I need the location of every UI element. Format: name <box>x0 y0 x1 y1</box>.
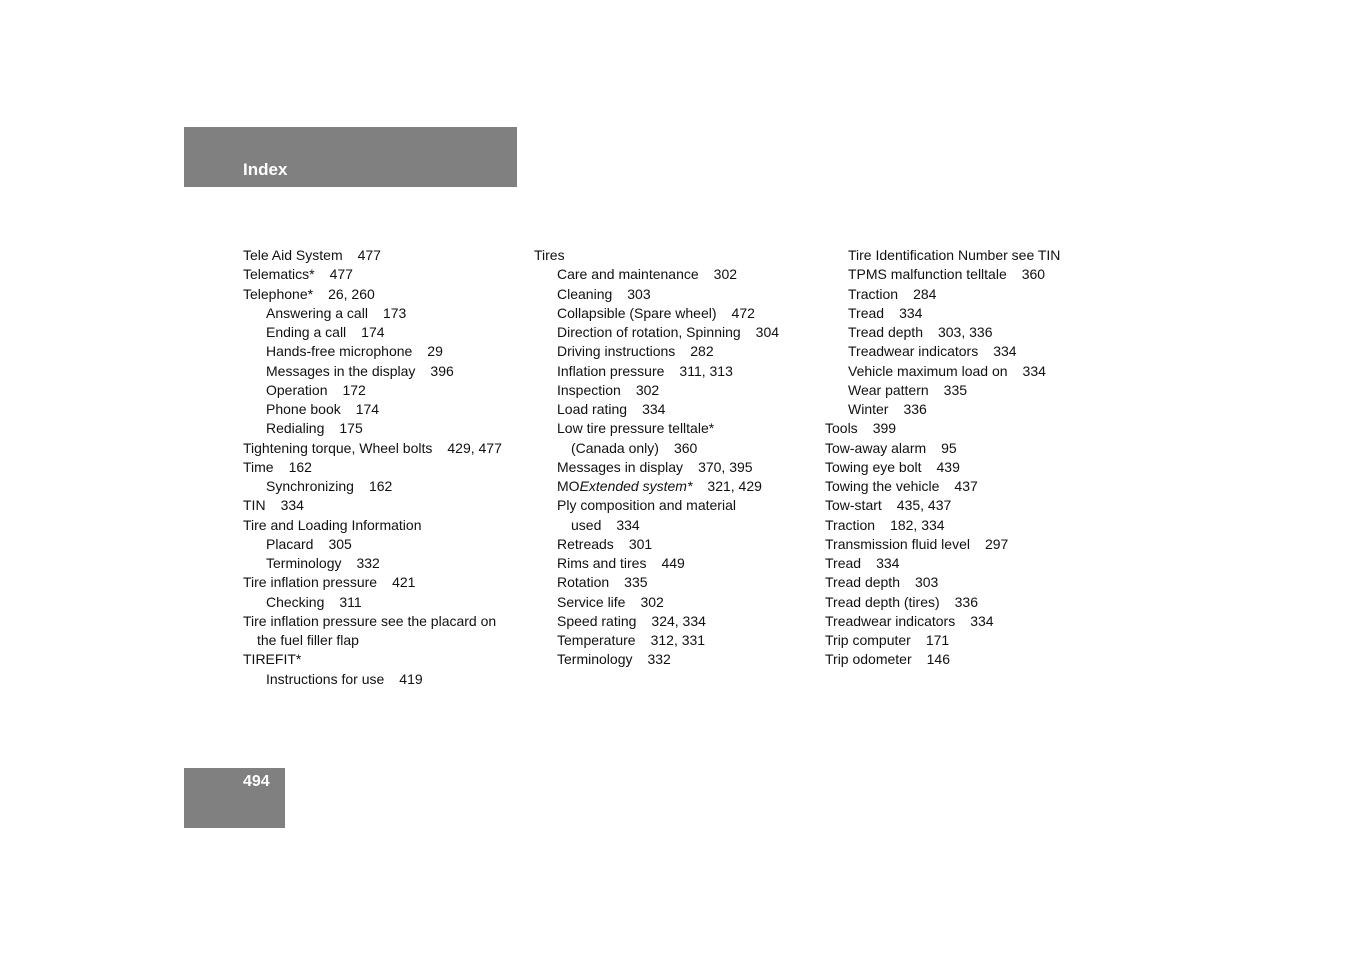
index-page-ref: 26, 260 <box>328 285 375 302</box>
index-term: Retreads <box>557 535 614 552</box>
index-page-ref: 301 <box>628 535 653 552</box>
index-term: Time <box>243 458 274 475</box>
index-entry <box>825 631 1110 650</box>
index-page-ref: 162 <box>368 478 393 494</box>
index-term: Load rating <box>557 401 628 417</box>
index-subentry <box>825 285 1110 304</box>
index-term: Telephone* <box>243 285 314 302</box>
index-term: Terminology <box>557 651 633 668</box>
index-page-ref: 477 <box>329 266 353 283</box>
index-term: Tele Aid System <box>243 247 343 263</box>
index-subentry <box>534 458 819 477</box>
index-page-ref: 429, 477 <box>447 439 502 456</box>
index-term: Phone book <box>266 401 341 417</box>
index-subentry <box>825 265 1110 284</box>
index-page-ref: 335 <box>943 381 968 398</box>
index-page-ref: 334 <box>1022 362 1046 379</box>
index-term: Speed rating <box>557 612 637 629</box>
index-page-ref: 419 <box>399 670 423 687</box>
index-page-ref: 311 <box>339 593 362 610</box>
index-entry <box>243 650 528 669</box>
index-subentry <box>534 419 819 438</box>
index-subentry <box>534 400 819 419</box>
index-page-ref: 174 <box>361 324 385 340</box>
index-page-ref: 162 <box>288 458 312 475</box>
index-entry <box>243 516 528 535</box>
index-term: Treadwear indicators <box>848 343 979 360</box>
index-subentry <box>534 265 819 284</box>
index-page-ref: 334 <box>899 304 923 321</box>
index-subentry <box>534 381 819 400</box>
index-term: Tread <box>825 555 862 571</box>
index-page-ref: 174 <box>355 401 380 417</box>
index-term: Temperature <box>557 632 636 648</box>
index-entry <box>825 554 1110 573</box>
index-entry <box>825 458 1110 477</box>
index-term: Low tire pressure telltale* <box>557 420 715 437</box>
index-entry <box>243 496 528 515</box>
index-page-ref: 336 <box>954 593 978 610</box>
index-subentry <box>534 323 819 342</box>
index-term: Ending a call <box>266 324 347 340</box>
index-subentry <box>243 381 528 400</box>
index-term: Traction <box>825 516 876 533</box>
index-term: Tread depth (tires) <box>825 593 940 610</box>
index-term: used <box>571 516 602 533</box>
index-term: Inspection <box>557 381 621 398</box>
index-page-ref: 399 <box>872 420 897 437</box>
index-term: Tire and Loading Information <box>243 516 422 533</box>
index-entry <box>825 535 1110 554</box>
index-page-ref: 302 <box>640 593 664 610</box>
index-subentry <box>825 362 1110 381</box>
index-page-ref: 303, 336 <box>937 324 993 340</box>
index-page-ref: 182, 334 <box>890 516 945 533</box>
index-subentry <box>534 650 819 669</box>
index-subentry <box>534 535 819 554</box>
index-page-ref: 437 <box>954 478 978 494</box>
index-entry <box>825 419 1110 438</box>
index-term: Tread depth <box>848 324 923 340</box>
index-subentry <box>534 516 819 535</box>
index-term: Instructions for use <box>266 670 385 687</box>
page-number-tab <box>184 768 285 828</box>
index-subentry <box>243 670 528 689</box>
index-page-ref: 303 <box>627 285 651 302</box>
index-term: Tightening torque, Wheel bolts <box>243 439 433 456</box>
index-term: (Canada only) <box>571 439 659 456</box>
index-page-ref: 435, 437 <box>896 497 952 514</box>
index-page-ref: 472 <box>731 304 755 321</box>
index-term: Traction <box>848 285 899 302</box>
index-term: Wear pattern <box>848 381 929 398</box>
index-term: Tire inflation pressure <box>243 574 378 591</box>
index-page-ref: 304 <box>755 324 780 340</box>
index-entry <box>243 285 528 304</box>
index-entry <box>825 496 1110 515</box>
index-page-ref: 332 <box>647 651 671 668</box>
index-entry <box>243 439 528 458</box>
index-page-ref: 297 <box>984 535 1009 552</box>
index-page-ref: 421 <box>392 574 416 591</box>
index-page-ref: 334 <box>876 555 900 571</box>
index-page-ref: 360 <box>1021 266 1046 283</box>
index-term: Collapsible (Spare wheel) <box>557 304 717 321</box>
index-column-1 <box>243 246 528 689</box>
index-page-ref: 171 <box>925 632 950 648</box>
index-entry <box>243 458 528 477</box>
index-subentry <box>534 362 819 381</box>
index-term: Direction of rotation, Spinning <box>557 324 741 340</box>
index-subentry <box>534 342 819 361</box>
index-term-italic: Extended system* <box>579 478 693 494</box>
index-term: Synchronizing <box>266 478 354 494</box>
index-page-ref: 305 <box>328 535 352 552</box>
index-entry <box>825 516 1110 535</box>
index-term: Vehicle maximum load on <box>848 362 1008 379</box>
index-page-ref: 172 <box>342 381 366 398</box>
index-subentry <box>243 342 528 361</box>
index-subentry <box>243 400 528 419</box>
index-term: Rims and tires <box>557 555 647 571</box>
header-bar <box>184 127 517 187</box>
index-page-ref: 334 <box>970 612 994 629</box>
index-subentry <box>825 246 1110 265</box>
index-page-ref: 312, 331 <box>650 632 706 648</box>
index-page-ref: 175 <box>339 420 363 437</box>
index-term: Service life <box>557 593 626 610</box>
index-term: Checking <box>266 593 325 610</box>
index-subentry <box>243 323 528 342</box>
index-term: Trip computer <box>825 632 911 648</box>
index-term: Telematics* <box>243 266 315 283</box>
index-subentry <box>243 362 528 381</box>
index-term: Cleaning <box>557 285 613 302</box>
index-page-ref: 302 <box>635 381 660 398</box>
index-term: Tread depth <box>825 574 900 591</box>
index-column-3 <box>825 246 1110 670</box>
index-page-ref: 282 <box>690 343 714 360</box>
index-column-2 <box>534 246 819 670</box>
index-subentry <box>243 593 528 612</box>
index-term: TIREFIT* <box>243 651 302 668</box>
index-page-ref: 336 <box>903 401 927 417</box>
index-term: Tires <box>534 247 565 263</box>
index-term: Tow-away alarm <box>825 439 927 456</box>
index-term: Towing eye bolt <box>825 458 922 475</box>
index-page-ref: 332 <box>356 555 380 571</box>
index-term: Driving instructions <box>557 343 676 360</box>
index-subentry <box>243 631 528 650</box>
index-term: Tools <box>825 420 858 437</box>
index-page-ref: 396 <box>430 362 454 379</box>
index-term: Placard <box>266 535 314 552</box>
index-term: Redialing <box>266 420 325 437</box>
index-subentry <box>534 554 819 573</box>
index-subentry <box>243 419 528 438</box>
index-subentry <box>243 535 528 554</box>
index-term: Rotation <box>557 574 610 591</box>
index-subentry <box>825 323 1110 342</box>
index-entry <box>825 477 1110 496</box>
index-term: Winter <box>848 401 889 417</box>
index-subentry <box>243 304 528 323</box>
index-page-ref: 284 <box>913 285 937 302</box>
index-term: Terminology <box>266 555 342 571</box>
index-term: MO <box>557 478 580 494</box>
index-page-ref: 477 <box>357 247 381 263</box>
index-page-ref: 303 <box>914 574 939 591</box>
index-entry <box>825 439 1110 458</box>
index-page-ref: 449 <box>661 555 685 571</box>
index-term: TIN <box>243 497 266 514</box>
index-term: Messages in display <box>557 458 684 475</box>
index-page-ref: 334 <box>642 401 666 417</box>
index-term: Ply composition and material <box>557 497 736 514</box>
index-page-ref: 95 <box>941 439 957 456</box>
index-term: Tire Identification Number see TIN <box>848 247 1061 263</box>
index-term: Care and maintenance <box>557 266 699 283</box>
index-entry <box>243 573 528 592</box>
index-term: Treadwear indicators <box>825 612 956 629</box>
index-term: the fuel filler flap <box>257 632 359 648</box>
index-entry <box>825 650 1110 669</box>
index-subentry <box>825 400 1110 419</box>
index-page-ref: 324, 334 <box>651 612 706 629</box>
index-subentry <box>825 342 1110 361</box>
index-term: Messages in the display <box>266 362 416 379</box>
index-page-ref: 334 <box>993 343 1017 360</box>
index-page-ref: 29 <box>427 343 443 360</box>
index-page-ref: 311, 313 <box>679 362 733 379</box>
index-subentry <box>825 304 1110 323</box>
index-term: Tow-start <box>825 497 882 514</box>
index-page-ref: 360 <box>673 439 698 456</box>
index-term: Answering a call <box>266 304 368 321</box>
index-term: Towing the vehicle <box>825 478 940 494</box>
index-term: Tread <box>848 304 885 321</box>
index-subentry <box>243 554 528 573</box>
index-subentry <box>825 381 1110 400</box>
index-subentry <box>534 631 819 650</box>
index-page-ref: 439 <box>936 458 960 475</box>
index-page-ref: 146 <box>926 651 950 668</box>
index-subentry <box>534 477 819 496</box>
index-entry <box>243 246 528 265</box>
index-subentry <box>534 573 819 592</box>
index-term: Tire inflation pressure see the placard on <box>243 612 497 629</box>
index-subentry <box>534 439 819 458</box>
index-entry <box>825 573 1110 592</box>
index-term: Transmission fluid level <box>825 535 970 552</box>
index-page-ref: 302 <box>713 266 738 283</box>
page-number: 494 <box>243 773 270 790</box>
index-entry <box>825 612 1110 631</box>
index-subentry <box>534 496 819 515</box>
index-term: Operation <box>266 381 328 398</box>
index-subentry <box>243 477 528 496</box>
index-term: TPMS malfunction telltale <box>848 266 1007 283</box>
index-page-ref: 334 <box>616 516 640 533</box>
index-page-ref: 334 <box>280 497 304 514</box>
index-page-ref: 370, 395 <box>698 458 753 475</box>
index-page-ref: 335 <box>624 574 648 591</box>
index-term: Trip odometer <box>825 651 912 668</box>
index-entry <box>534 246 819 265</box>
index-subentry <box>534 285 819 304</box>
index-term: Inflation pressure <box>557 362 665 379</box>
index-term: Hands-free microphone <box>266 343 413 360</box>
index-page-ref: 321, 429 <box>707 478 762 494</box>
index-page-ref: 173 <box>382 304 407 321</box>
page-title: Index <box>243 160 288 179</box>
index-entry <box>243 265 528 284</box>
index-subentry <box>534 593 819 612</box>
index-entry <box>243 612 528 631</box>
index-subentry <box>534 304 819 323</box>
index-subentry <box>534 612 819 631</box>
index-entry <box>825 593 1110 612</box>
